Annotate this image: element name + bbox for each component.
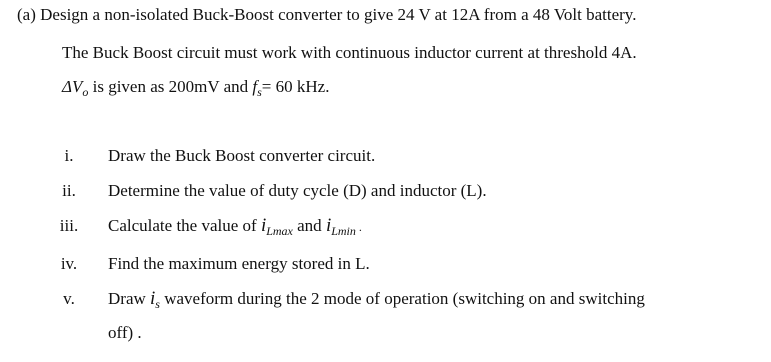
item-text-i: Draw the Buck Boost converter circuit. [108,146,376,165]
item-iii-and: and [292,216,326,235]
question-text-line-1: Design a non-isolated Buck-Boost converter to give 24 V at 12A from a 48 Volt battery. [40,5,637,24]
question-line-3-end: = 60 kHz. [261,77,330,96]
i-s-symbol: i [150,288,156,309]
fs-symbol: f [252,77,258,96]
delta-v-symbol: ΔV [62,77,83,96]
item-numeral-i: i. [64,146,74,165]
delta-v-subscript: o [82,85,89,99]
question-line-3-mid: is given as 200mV and [88,77,253,96]
item-numeral-iv: iv. [60,254,78,273]
item-text-v-continuation: off) . [108,323,142,342]
item-text-iv: Find the maximum energy stored in L. [108,254,370,273]
i-lmax-subscript: Lmax [266,224,293,238]
question-label: (a) [17,5,36,24]
i-lmin-subscript: Lmin [331,224,356,238]
question-line-1 [17,4,636,26]
item-numeral-iii: iii. [59,216,79,235]
i-s-subscript: s [155,297,160,311]
question-text-line-2: The Buck Boost circuit must work with continuous inductor current at threshold 4A. [62,43,637,62]
fs-subscript: s [257,85,262,99]
item-v-text-before: Draw [108,289,151,308]
question-line-2 [62,42,637,64]
i-lmin-symbol: i [325,215,332,236]
item-numeral-v: v. [63,289,75,308]
item-numeral-ii: ii. [62,181,76,200]
item-text-ii: Determine the value of duty cycle (D) and inductor (L). [108,181,487,200]
item-text-v [108,288,645,315]
item-text-iii [108,215,362,242]
item-iii-text-before: Calculate the value of [108,216,261,235]
item-iii-after: . [355,220,362,234]
question-line-3 [62,76,329,103]
i-lmax-symbol: i [260,215,267,236]
item-v-text-after: waveform during the 2 mode of operation (switching on and switching [159,289,645,308]
